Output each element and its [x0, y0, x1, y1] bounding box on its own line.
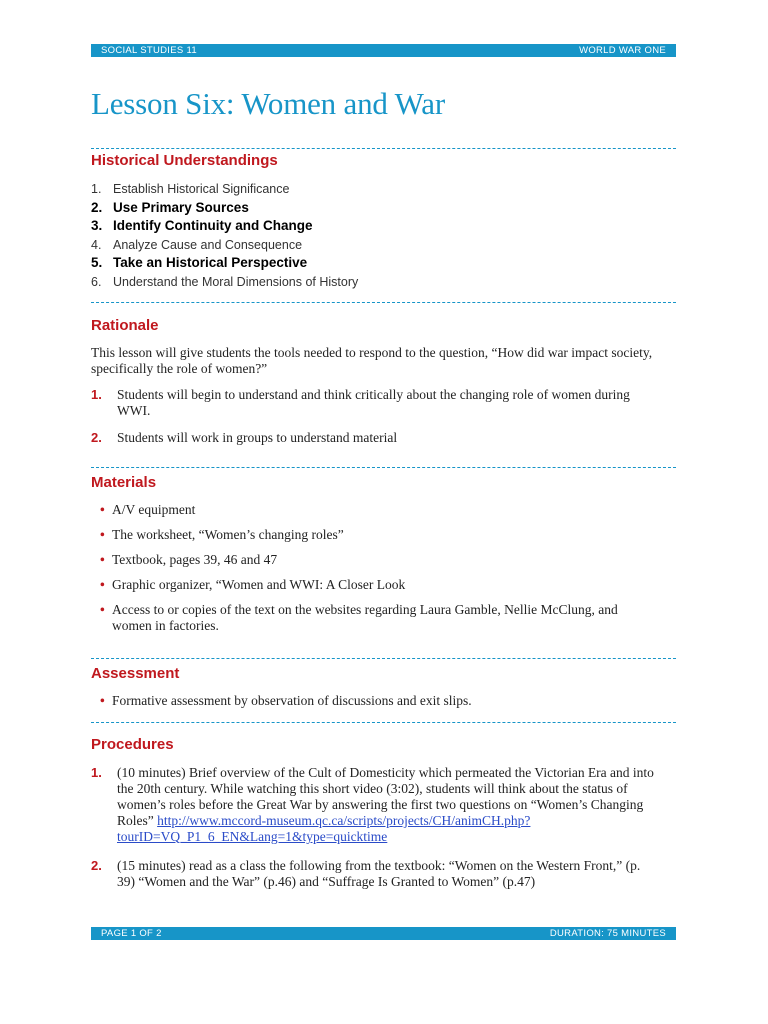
- historical-understandings-list: [91, 180, 358, 291]
- materials-list: [100, 502, 660, 643]
- header-bar: [91, 44, 676, 57]
- page-title: Lesson Six: Women and War: [91, 86, 445, 121]
- procedures-heading: Procedures: [91, 736, 174, 753]
- list-item: 6. Understand the Moral Dimensions of History: [91, 274, 359, 289]
- list-item: 1. Establish Historical Significance: [91, 182, 290, 196]
- video-link[interactable]: http://www.mccord-museum.qc.ca/scripts/projects/CH/animCH.php?tourID=VQ_P1_6_EN&Lang=1&type=quicktime: [117, 813, 531, 844]
- course-label: SOCIAL STUDIES 11: [101, 45, 197, 56]
- list-item: 3. Identify Continuity and Change: [91, 218, 313, 233]
- assessment-heading: Assessment: [91, 665, 180, 682]
- unit-label: WORLD WAR ONE: [579, 45, 666, 56]
- footer-bar: [91, 927, 676, 940]
- section-divider: [91, 302, 676, 303]
- list-item: 5. Take an Historical Perspective: [91, 255, 308, 270]
- list-item: • Access to or copies of the text on the websites regarding Laura Gamble, Nellie McClung, and women in factories.: [100, 602, 618, 633]
- list-item: • The worksheet, “Women’s changing roles”: [100, 527, 344, 542]
- list-item: 2. Use Primary Sources: [91, 199, 249, 215]
- duration-label: DURATION: 75 MINUTES: [549, 928, 666, 939]
- rationale-item: 2. Students will work in groups to understand material: [91, 430, 398, 445]
- list-item: • Formative assessment by observation of discussions and exit slips.: [100, 693, 472, 708]
- procedure-item: 2. (15 minutes) read as a class the following from the textbook: “Women on the Western Front,” (p. 39) “Women and the War” (p.46) and “Suffrage Is Granted to Women” (p.47): [91, 858, 641, 889]
- section-divider: [91, 658, 676, 659]
- section-divider: [91, 148, 676, 149]
- rationale-heading: Rationale: [91, 317, 159, 334]
- section-divider: [91, 722, 676, 723]
- assessment-list: [100, 693, 660, 718]
- page-number: PAGE 1 OF 2: [101, 928, 162, 939]
- list-item: 4. Analyze Cause and Consequence: [91, 237, 303, 252]
- list-item: • A/V equipment: [100, 502, 196, 517]
- list-item: • Textbook, pages 39, 46 and 47: [100, 552, 278, 567]
- historical-understandings-heading: Historical Understandings: [91, 152, 278, 169]
- rationale-intro: This lesson will give students the tools needed to respond to the question, “How did war impact society, specifically the role of women?”: [91, 345, 653, 376]
- section-divider: [91, 467, 676, 468]
- rationale-item: 1. Students will begin to understand and think critically about the changing role of women during WWI.: [91, 387, 630, 418]
- materials-heading: Materials: [91, 474, 157, 491]
- procedure-item: 1. (10 minutes) Brief overview of the Cult of Domesticity which permeated the Victorian Era and into the 20th century. While watching this short video (3:02), students will think about the status of women’s roles before the Great War by answering the first two questions on “Women’s Changing Roles” http://www.mccord-museum.qc.ca/scripts/projects/CH/animCH.php?tourID=VQ_P1_6_EN&Lang=1&type=quicktime: [91, 765, 654, 844]
- list-item: • Graphic organizer, “Women and WWI: A Closer Look: [100, 577, 406, 592]
